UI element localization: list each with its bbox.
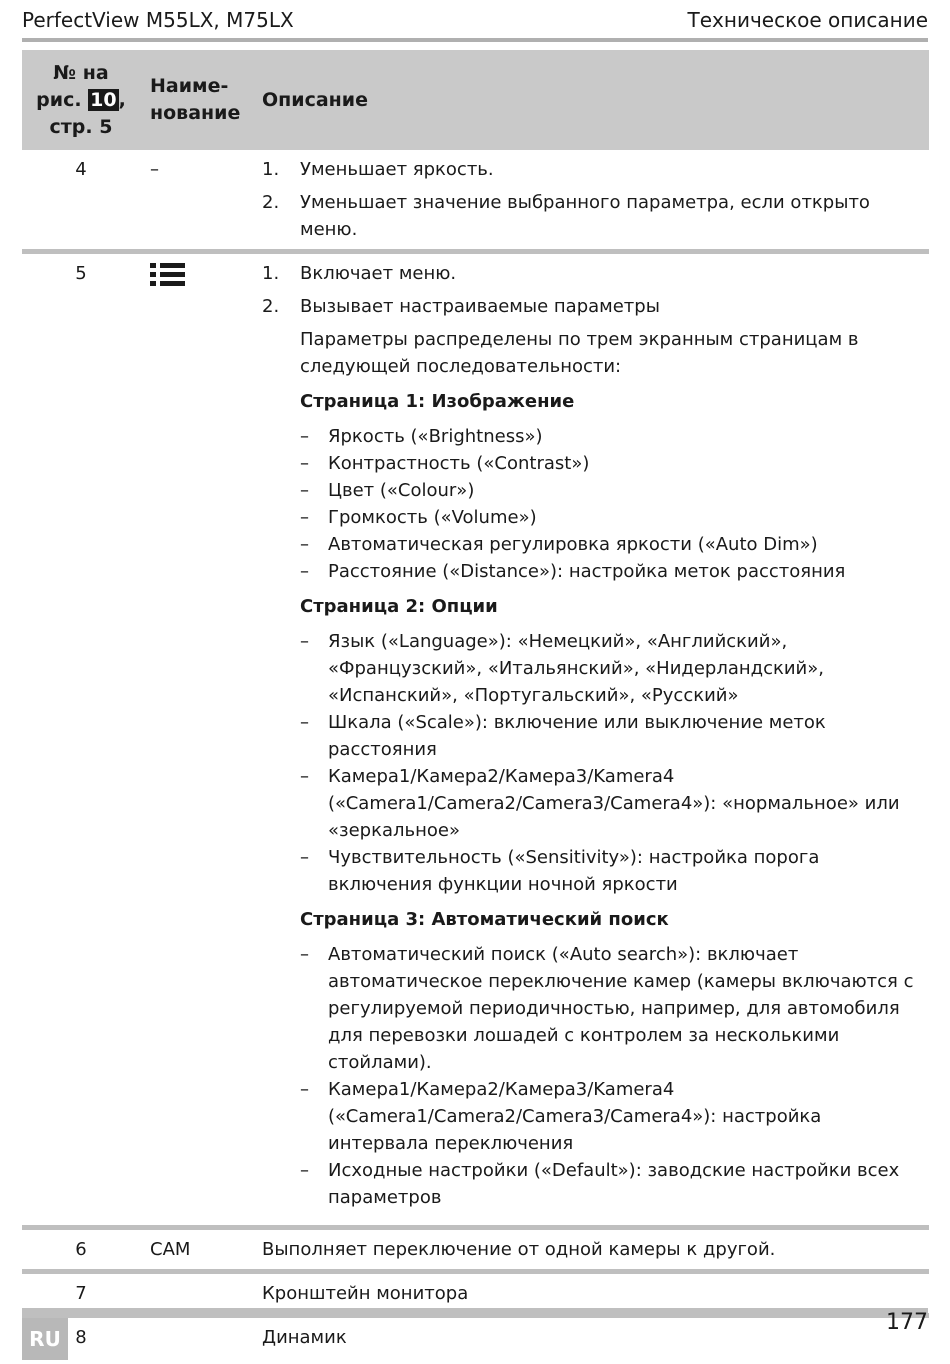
table-row	[22, 252, 929, 1228]
page3-list	[262, 941, 919, 1211]
header-rule	[22, 38, 928, 42]
page2-list	[262, 628, 919, 898]
list-item: – Контрастность («Contrast»)	[300, 453, 590, 474]
page1-heading: Страница 1: Изображение	[300, 391, 575, 412]
list-item: 2. Уменьшает значение выбранного параметра, если открыто меню.	[262, 192, 870, 240]
row-number: 8	[22, 1316, 140, 1358]
list-item: 1. Уменьшает яркость.	[262, 159, 494, 180]
list-item: 2. Вызывает настраиваемые параметры	[262, 296, 660, 317]
figure-reference: 10	[90, 88, 117, 111]
list-item: – Автоматический поиск («Auto search»): включает автоматическое переключение камер (камеры включаются с регулируемой периодичностью, например, для автомобиля для перевозки лошадей с контролем за несколькими стойлами).	[300, 944, 914, 1073]
page-number: 177	[886, 1310, 928, 1335]
list-item: – Автоматическая регулировка яркости («Auto Dim»)	[300, 534, 818, 555]
page-header	[22, 0, 928, 40]
list-item: – Цвет («Colour»)	[300, 480, 475, 501]
row-number: 7	[22, 1272, 140, 1316]
row-number: 4	[75, 159, 87, 180]
row-description: Кронштейн монитора	[252, 1272, 929, 1316]
table-header-row	[22, 50, 929, 150]
page2-heading: Страница 2: Опции	[300, 596, 498, 617]
list-item: 1. Включает меню.	[262, 263, 457, 284]
product-title: PerfectView M55LX, M75LX	[22, 8, 294, 32]
row-number: 5	[22, 252, 140, 1228]
list-item: – Громкость («Volume»)	[300, 507, 537, 528]
menu-icon	[150, 262, 186, 288]
page1-list	[262, 423, 919, 585]
list-item: – Исходные настройки («Default»): заводские настройки всех параметров	[300, 1160, 900, 1208]
column-header-number: № на рис. 10 , стр. 5	[22, 50, 140, 150]
page3-heading: Страница 3: Автоматический поиск	[300, 909, 669, 930]
list-item: – Камера1/Камера2/Камера3/Kamera4 («Camera1/Camera2/Camera3/Camera4»): настройка интервала переключения	[300, 1079, 822, 1154]
list-item: – Камера1/Камера2/Камера3/Kamera4 («Camera1/Camera2/Camera3/Camera4»): «нормальное» или «зеркальное»	[300, 766, 900, 841]
table-row	[22, 1316, 929, 1358]
row-name	[140, 252, 252, 1228]
language-badge: RU	[22, 1318, 68, 1360]
row-description: Динамик	[252, 1316, 929, 1358]
row-description	[252, 252, 929, 1228]
list-item: – Яркость («Brightness»)	[300, 426, 543, 447]
row-description	[252, 150, 929, 252]
list-item: – Язык («Language»): «Немецкий», «Английский», «Французский», «Итальянский», «Нидерландский», «Испанский», «Португальский», «Русский»	[300, 631, 824, 706]
list-item: – Расстояние («Distance»): настройка меток расстояния	[300, 561, 846, 582]
menu-intro: Параметры распределены по трем экранным страницам в следующей последовательности:	[300, 329, 859, 377]
table-row	[22, 150, 929, 252]
section-title: Техническое описание	[687, 8, 928, 32]
column-header-description: Описание	[252, 50, 929, 150]
footer-rule	[22, 1308, 928, 1313]
row-name	[140, 1316, 252, 1358]
column-header-name: Наиме- нование	[140, 50, 252, 150]
row-number: 6	[22, 1228, 140, 1272]
controls-table	[22, 50, 929, 1357]
table-row	[22, 1228, 929, 1272]
list-item: – Шкала («Scale»): включение или выключение меток расстояния	[300, 712, 826, 760]
list-item: – Чувствительность («Sensitivity»): настройка порога включения функции ночной яркости	[300, 847, 820, 895]
row-description: Выполняет переключение от одной камеры к другой.	[252, 1228, 929, 1272]
row-name: –	[150, 159, 159, 180]
row-name: CAM	[140, 1228, 252, 1272]
